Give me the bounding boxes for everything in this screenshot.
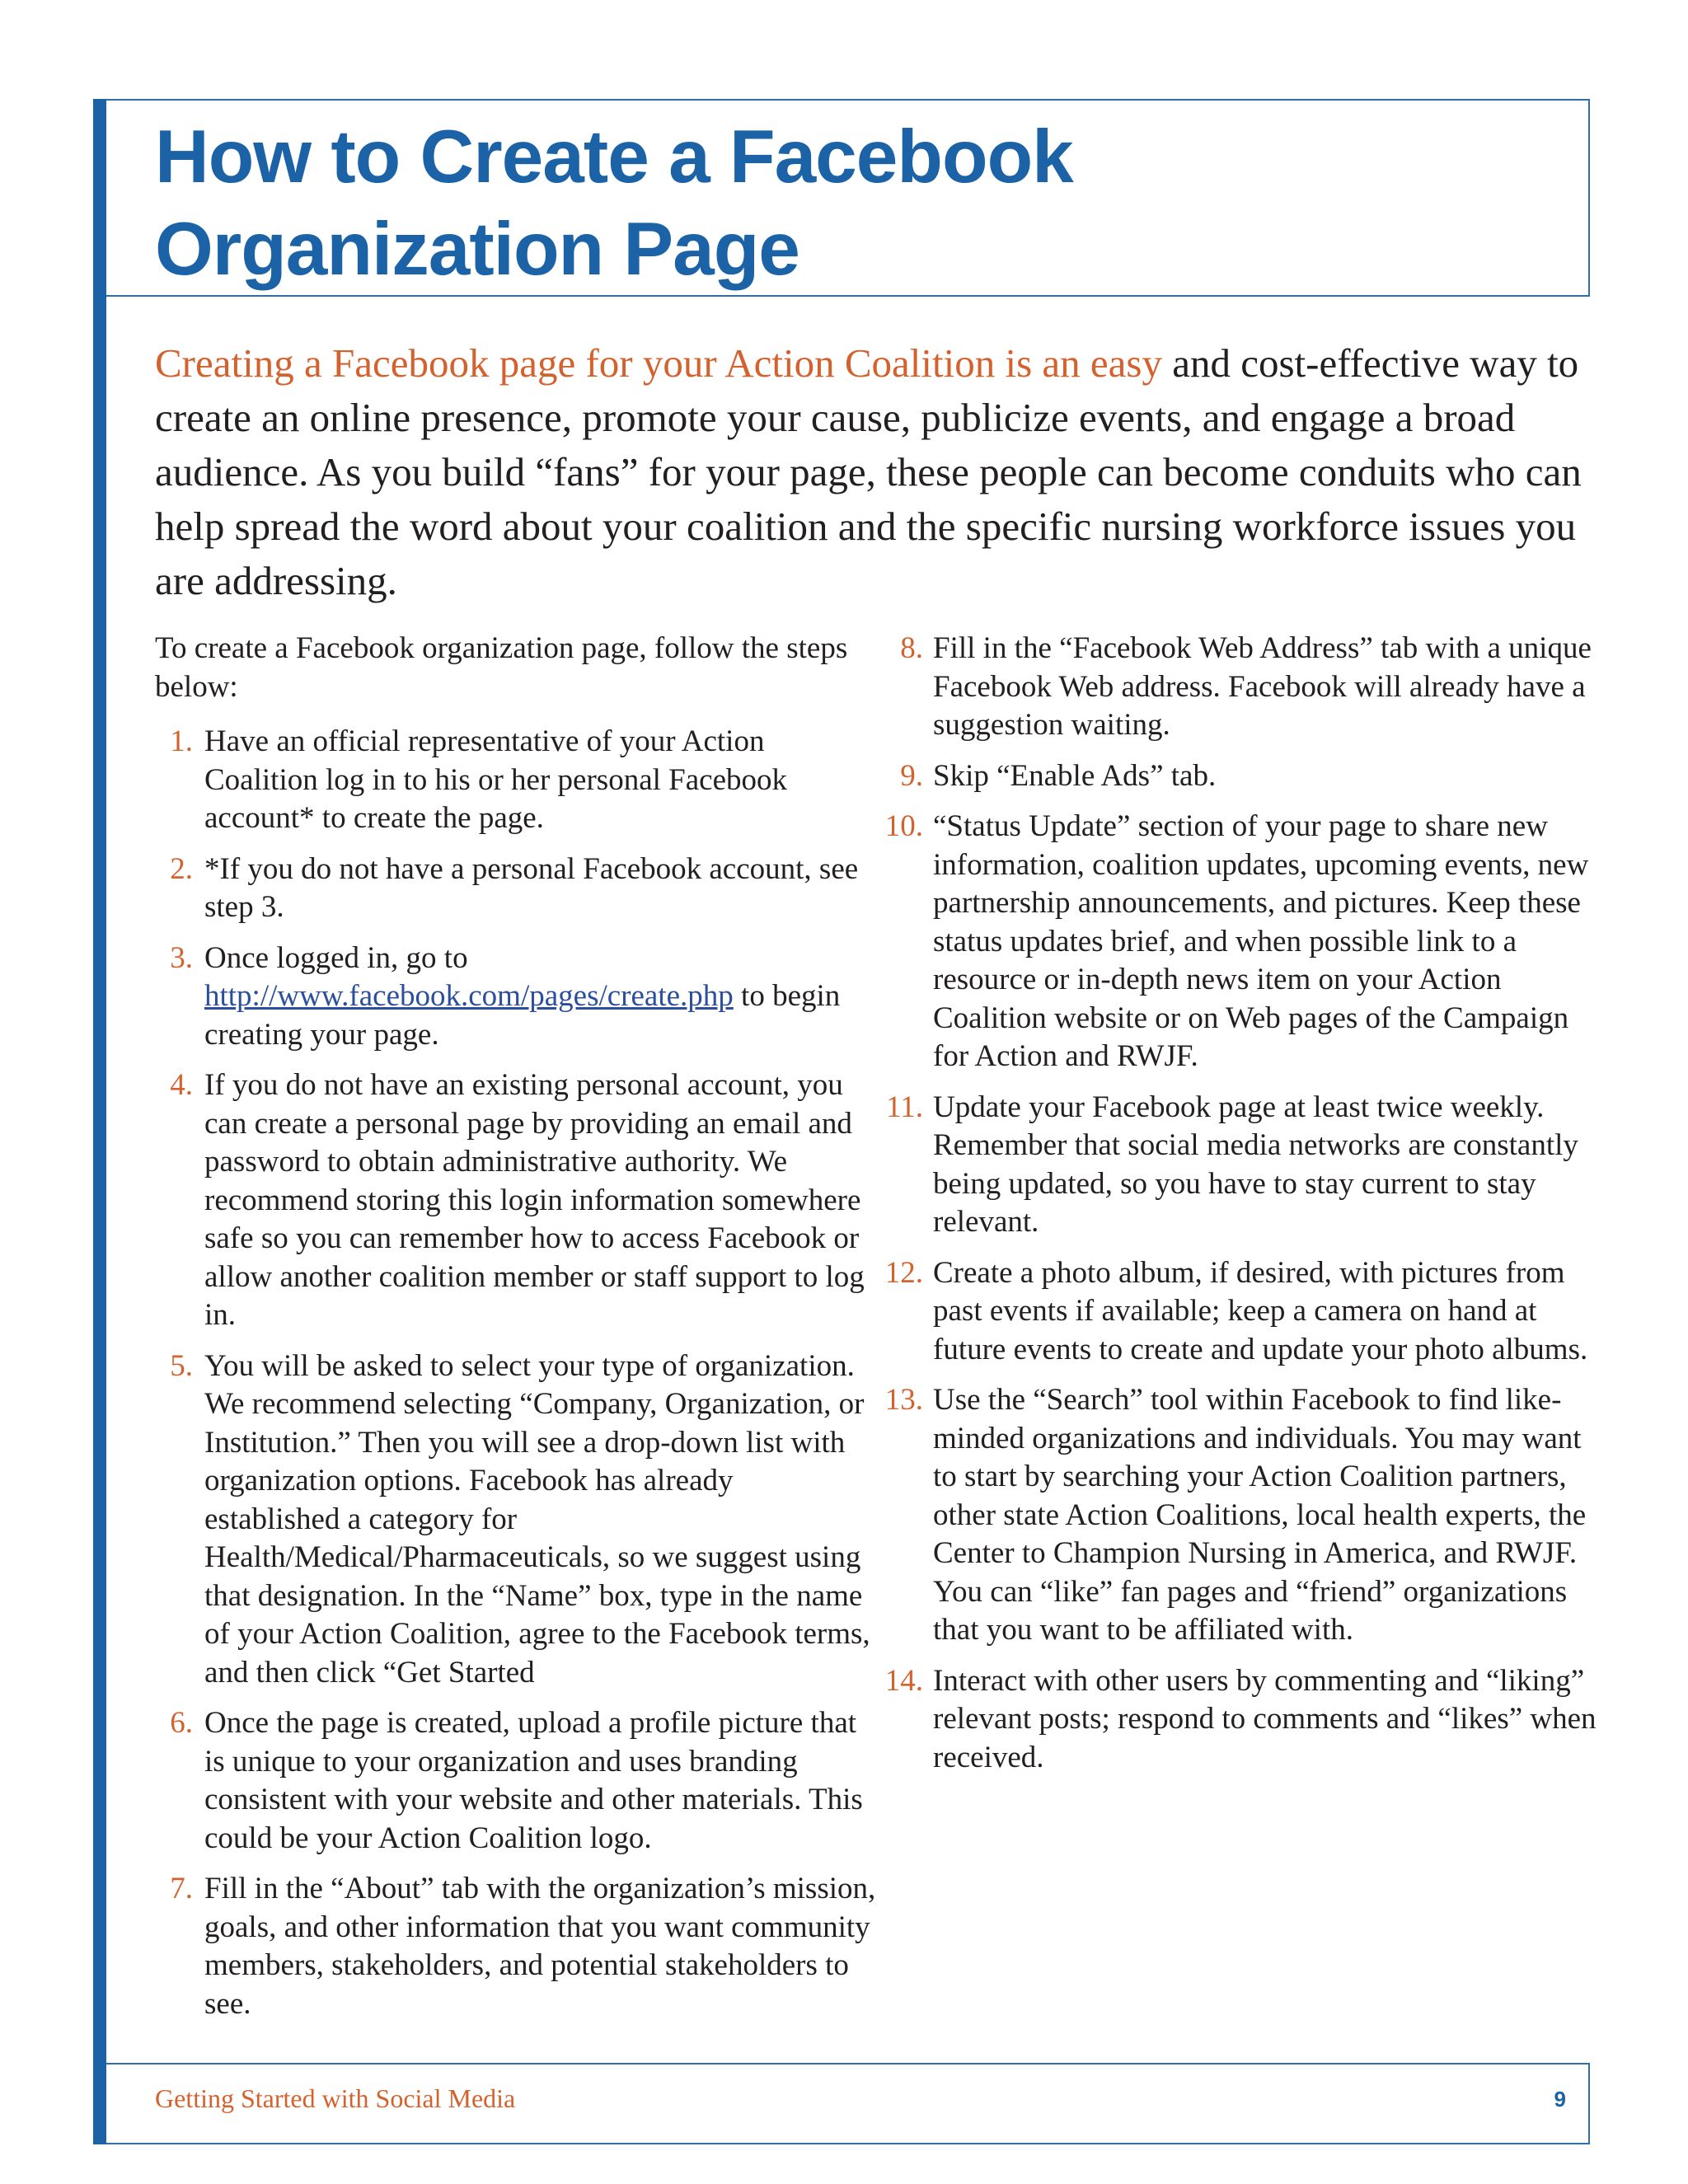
step-number: 1. <box>170 724 193 758</box>
step-item <box>885 1381 1602 1650</box>
step-text: Use the “Search” tool within Facebook to find like-minded organizations and individuals. You may want to start by searching your Action Coalition partners, other state Action Coalitions, local health experts, the Center to Champion Nursing in America, and RWJF. You can “like” fan pages and “friend” organizations that you want to be affiliated with. <box>933 1383 1587 1647</box>
step-text: Skip “Enable Ads” tab. <box>933 758 1217 793</box>
step-text: Interact with other users by commenting and “liking” relevant posts; respond to comments and “likes” when received. <box>933 1663 1597 1774</box>
step-text: *If you do not have a personal Facebook account, see step 3. <box>204 851 859 924</box>
step-item <box>885 757 1602 796</box>
step-item <box>155 1704 876 1858</box>
page-number: 9 <box>1554 2087 1566 2111</box>
left-accent-bar <box>93 99 106 2144</box>
step-item <box>155 851 876 927</box>
step-item <box>155 1347 876 1693</box>
step-text: “Status Update” section of your page to share new information, coalition updates, upcoming events, new partnership announcements, and pictures. Keep these status updates brief, and when possible link to a resource or in-depth news item on your Action Coalition website or on Web pages of the Campaign for Action and RWJF. <box>933 809 1589 1073</box>
right-column <box>885 630 1602 1789</box>
step-number: 9. <box>900 758 923 793</box>
step-number: 14. <box>884 1663 923 1698</box>
step-text: Once the page is created, upload a profile picture that is unique to your organization and uses branding consistent with your website and other materials. This could be your Action Coalition logo. <box>204 1706 863 1855</box>
step-number: 11. <box>886 1090 923 1124</box>
step-text: Create a photo album, if desired, with pictures from past events if available; keep a camera on hand at future events to create and update your photo albums. <box>933 1255 1588 1366</box>
step-item <box>155 1870 876 2023</box>
page-title <box>155 111 1474 296</box>
step-number: 7. <box>170 1872 193 1905</box>
intro-paragraph <box>155 336 1589 608</box>
steps-lead-in: To create a Facebook organization page, follow the steps below: <box>155 631 848 704</box>
step-text-pre: Once logged in, go to <box>204 940 468 975</box>
step-number: 8. <box>900 631 923 665</box>
step-text: Fill in the “About” tab with the organization’s mission, goals, and other information that you want community members, stakeholders, and potential stakeholders to see. <box>204 1872 876 2021</box>
step-number: 13. <box>884 1383 923 1417</box>
step-item <box>885 630 1602 745</box>
step-number: 10. <box>884 809 923 843</box>
step-item <box>155 1066 876 1335</box>
step-number: 4. <box>170 1068 193 1102</box>
step-item <box>885 1254 1602 1370</box>
step-number: 3. <box>170 940 193 975</box>
step-number: 2. <box>170 851 193 886</box>
step-number: 12. <box>884 1255 923 1290</box>
intro-rest: and cost-effective way to create an online presence, promote your cause, publicize events, and engage a broad audience. As you build “fans” for your page, these people can become conduits who can help spread the word about your coalition and the specific nursing workforce issues you are addressing. <box>155 340 1582 603</box>
step-number: 6. <box>170 1706 193 1740</box>
step-number: 5. <box>170 1348 193 1383</box>
step-text: If you do not have an existing personal account, you can create a personal page by providing an email and password to obtain administrative authority. We recommend storing this login information somewhere safe so you can remember how to access Facebook or allow another coalition member or staff support to log in. <box>204 1068 865 1332</box>
intro-lead: Creating a Facebook page for your Action Coalition is an easy <box>155 340 1162 386</box>
left-column <box>155 630 876 2036</box>
step-item <box>885 1662 1602 1778</box>
page-title-line-2: Organization Page <box>155 208 799 291</box>
steps-list-left <box>155 723 876 2023</box>
step-text-post: to begin creating your page. <box>204 979 841 1052</box>
step-item <box>885 1089 1602 1242</box>
facebook-create-page-link[interactable]: http://www.facebook.com/pages/create.php <box>204 979 734 1013</box>
page-title-line-1: How to Create a Facebook <box>155 115 1073 199</box>
footer-title: Getting Started with Social Media <box>155 2083 516 2113</box>
step-text: Update your Facebook page at least twice weekly. Remember that social media networks are constantly being updated, so you have to stay current to stay relevant. <box>933 1090 1578 1239</box>
step-item <box>885 808 1602 1076</box>
step-text: Fill in the “Facebook Web Address” tab with a unique Facebook Web address. Facebook will already have a suggestion waiting. <box>933 631 1592 742</box>
steps-list-right <box>885 630 1602 1777</box>
step-item <box>155 940 876 1055</box>
step-text: Have an official representative of your Action Coalition log in to his or her personal Facebook account* to create the page. <box>204 724 787 835</box>
step-item <box>155 723 876 838</box>
step-text: You will be asked to select your type of organization. We recommend selecting “Company, Organization, or Institution.” Then you will see a drop-down list with organization options. Facebook has already established a category for Health/Medical/Pharmaceuticals, so we suggest using that designation. In the “Name” box, type in the name of your Action Coalition, agree to the Facebook terms, and then click “Get Started <box>204 1348 870 1690</box>
